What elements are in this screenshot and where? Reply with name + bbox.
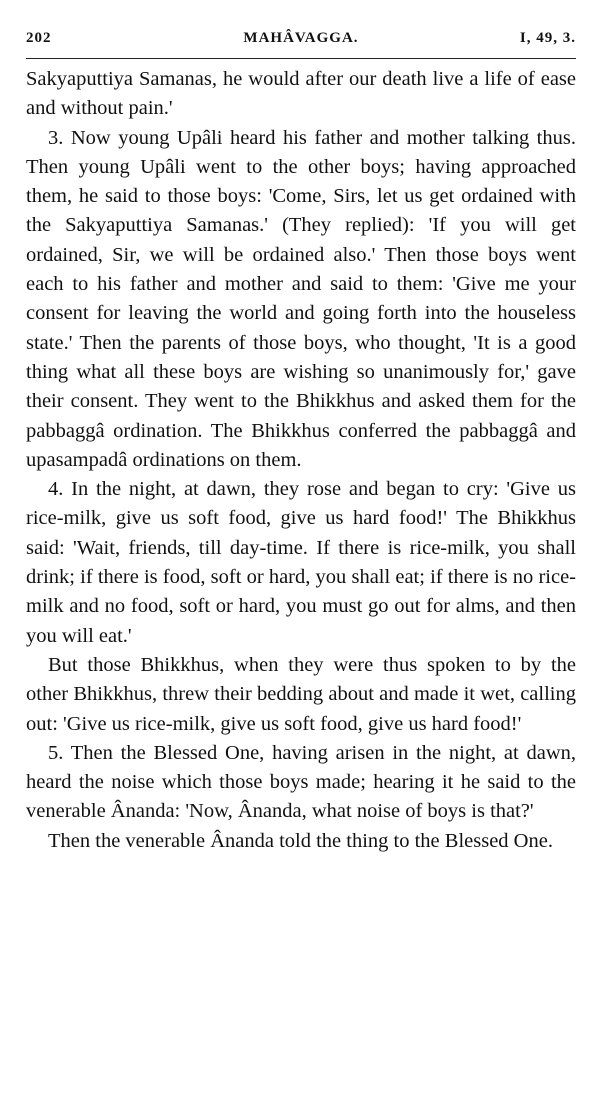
- book-page: [26, 30, 576, 856]
- header-rule: [26, 58, 576, 59]
- paragraph-section-5: 5. Then the Blessed One, having arisen in the night, at dawn, heard the noise which those boys made; hearing it he said to the venerable Ânanda: 'Now, Ânanda, what noise of boys is that?': [26, 741, 576, 823]
- paragraph-section-4: 4. In the night, at dawn, they rose and began to cry: 'Give us rice-milk, give us soft food, give us hard food!' The Bhikkhus said: 'Wait, friends, till day-time. If there is rice-milk, you shall drink; if there is food, soft or hard, you shall eat; if there is no rice-milk and no food, soft or hard, you must go out for alms, and then you will eat.': [26, 478, 576, 647]
- page-number: 202: [26, 30, 52, 46]
- paragraph-continuation: Sakyaputtiya Samanas, he would after our death live a life of ease and without pain.': [26, 68, 576, 120]
- running-title: MAHÂVAGGA.: [243, 30, 359, 46]
- page-body: [26, 65, 576, 856]
- running-header: [26, 30, 576, 58]
- section-reference: I, 49, 3.: [519, 30, 576, 46]
- paragraph-bhikkhus-response: But those Bhikkhus, when they were thus spoken to by the other Bhikkhus, threw their bedding about and made it wet, calling out: 'Give us rice-milk, give us soft food, give us hard food!': [26, 653, 576, 735]
- paragraph-ananda: Then the venerable Ânanda told the thing to the Blessed One.: [48, 829, 553, 852]
- paragraph-section-3: 3. Now young Upâli heard his father and mother talking thus. Then young Upâli went to the other boys; having approached them, he said to those boys: 'Come, Sirs, let us get ordained with the Sakyaputtiya Samanas.' (They replied): 'If you will get ordained, Sir, we will be ordained also.' Then those boys went each to his father and mother and said to them: 'Give me your consent for leaving the world and going forth into the houseless state.' Then the parents of those boys, who thought, 'It is a good thing what all these boys are wishing so unanimously for,' gave their consent. They went to the Bhikkhus and asked them for the pabbaggâ ordination. The Bhikkhus conferred the pabbaggâ and upasampadâ ordinations on them.: [26, 126, 576, 471]
